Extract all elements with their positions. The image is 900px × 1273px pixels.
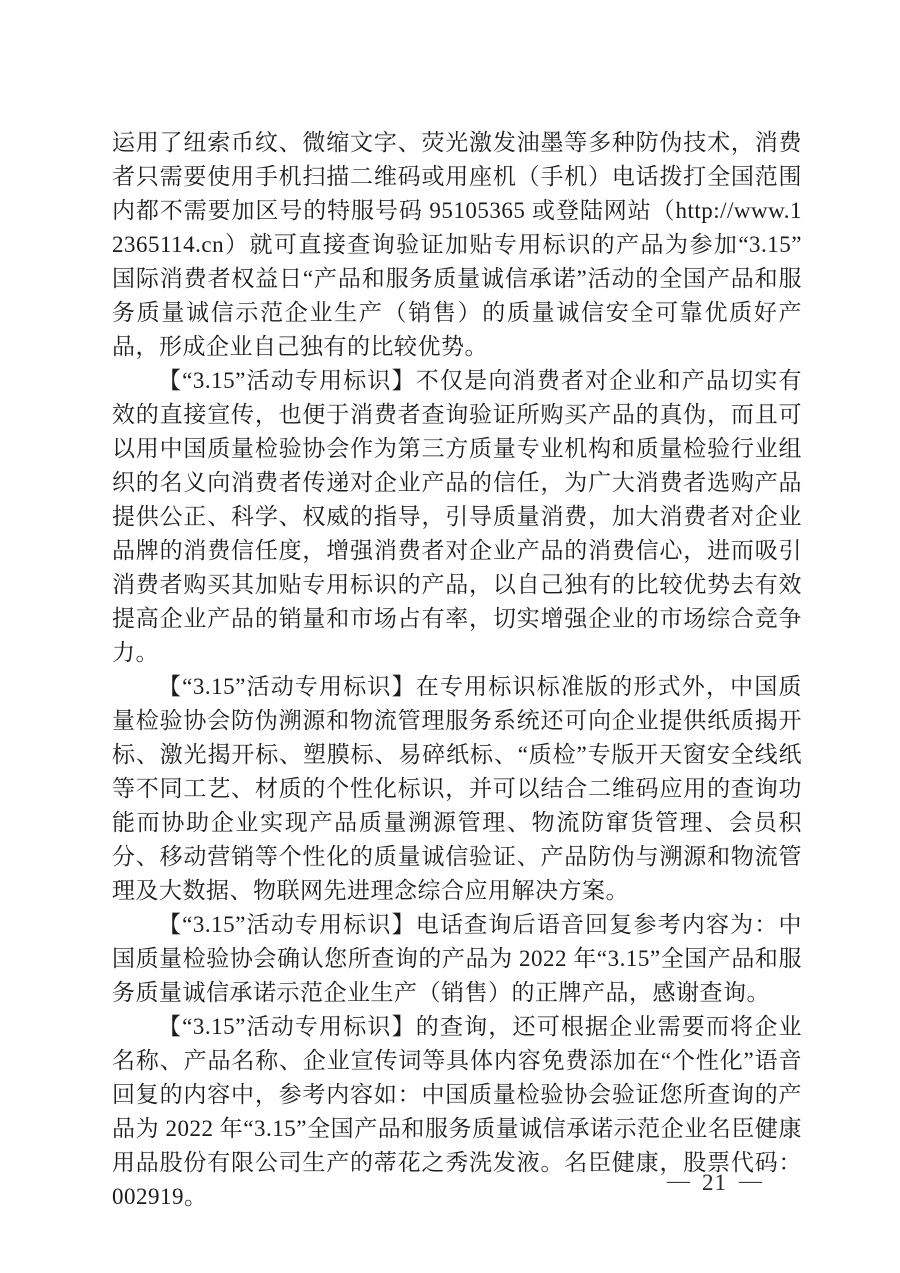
paragraph-personalized-query: 【“3.15”活动专用标识】的查询，还可根据企业需要而将企业名称、产品名称、企业宣传词等具体内容免费添加在“个性化”语音回复的内容中，参考内容如：中国质量检验协会验证您所查询的产品为 2022 年“3.15”全国产品和服务质量诚信承诺示范企业名臣健康用品股份有限公司生产的蒂花之秀洗发液。名臣健康，股票代码：002919。	[112, 1014, 802, 1209]
footer-dash-right: —	[739, 1168, 762, 1193]
page-footer	[0, 1170, 774, 1196]
paragraph-label-materials: 【“3.15”活动专用标识】在专用标识标准版的形式外，中国质量检验协会防伪溯源和物流管理服务系统还可向企业提供纸质揭开标、激光揭开标、塑膜标、易碎纸标、“质检”专版开天窗安全线纸等不同工艺、材质的个性化标识，并可以结合二维码应用的查询功能而协助企业实现产品质量溯源管理、物流防窜货管理、会员积分、移动营销等个性化的质量诚信验证、产品防伪与溯源和物流管理及大数据、物联网先进理念综合应用解决方案。	[112, 674, 802, 903]
paragraph-phone-reply: 【“3.15”活动专用标识】电话查询后语音回复参考内容为：中国质量检验协会确认您所查询的产品为 2022 年“3.15”全国产品和服务质量诚信承诺示范企业生产（销售）的正牌产品，感谢查询。	[112, 912, 802, 1005]
paragraph-continued: 运用了纽索币纹、微缩文字、荧光激发油墨等多种防伪技术，消费者只需要使用手机扫描二维码或用座机（手机）电话拨打全国范围内都不需要加区号的特服号码 95105365 或登陆网站（http://www.12365114.cn）就可直接查询验证加贴专用标识的产品为参加“3.15”国际消费者权益日“产品和服务质量诚信承诺”活动的全国产品和服务质量诚信示范企业生产（销售）的质量诚信安全可靠优质好产品，形成企业自己独有的比较优势。	[112, 130, 802, 359]
page-number: 21	[702, 1170, 727, 1195]
paragraph-special-label-intro: 【“3.15”活动专用标识】不仅是向消费者对企业和产品切实有效的直接宣传，也便于消费者查询验证所购买产品的真伪，而且可以用中国质量检验协会作为第三方质量专业机构和质量检验行业组织的名义向消费者传递对企业产品的信任，为广大消费者选购产品提供公正、科学、权威的指导，引导质量消费，加大消费者对企业品牌的消费信任度，增强消费者对企业产品的消费信心，进而吸引消费者购买其加贴专用标识的产品，以自己独有的比较优势去有效提高企业产品的销量和市场占有率，切实增强企业的市场综合竞争力。	[112, 368, 802, 665]
document-body	[112, 126, 802, 1214]
footer-dash-left: —	[667, 1168, 690, 1193]
